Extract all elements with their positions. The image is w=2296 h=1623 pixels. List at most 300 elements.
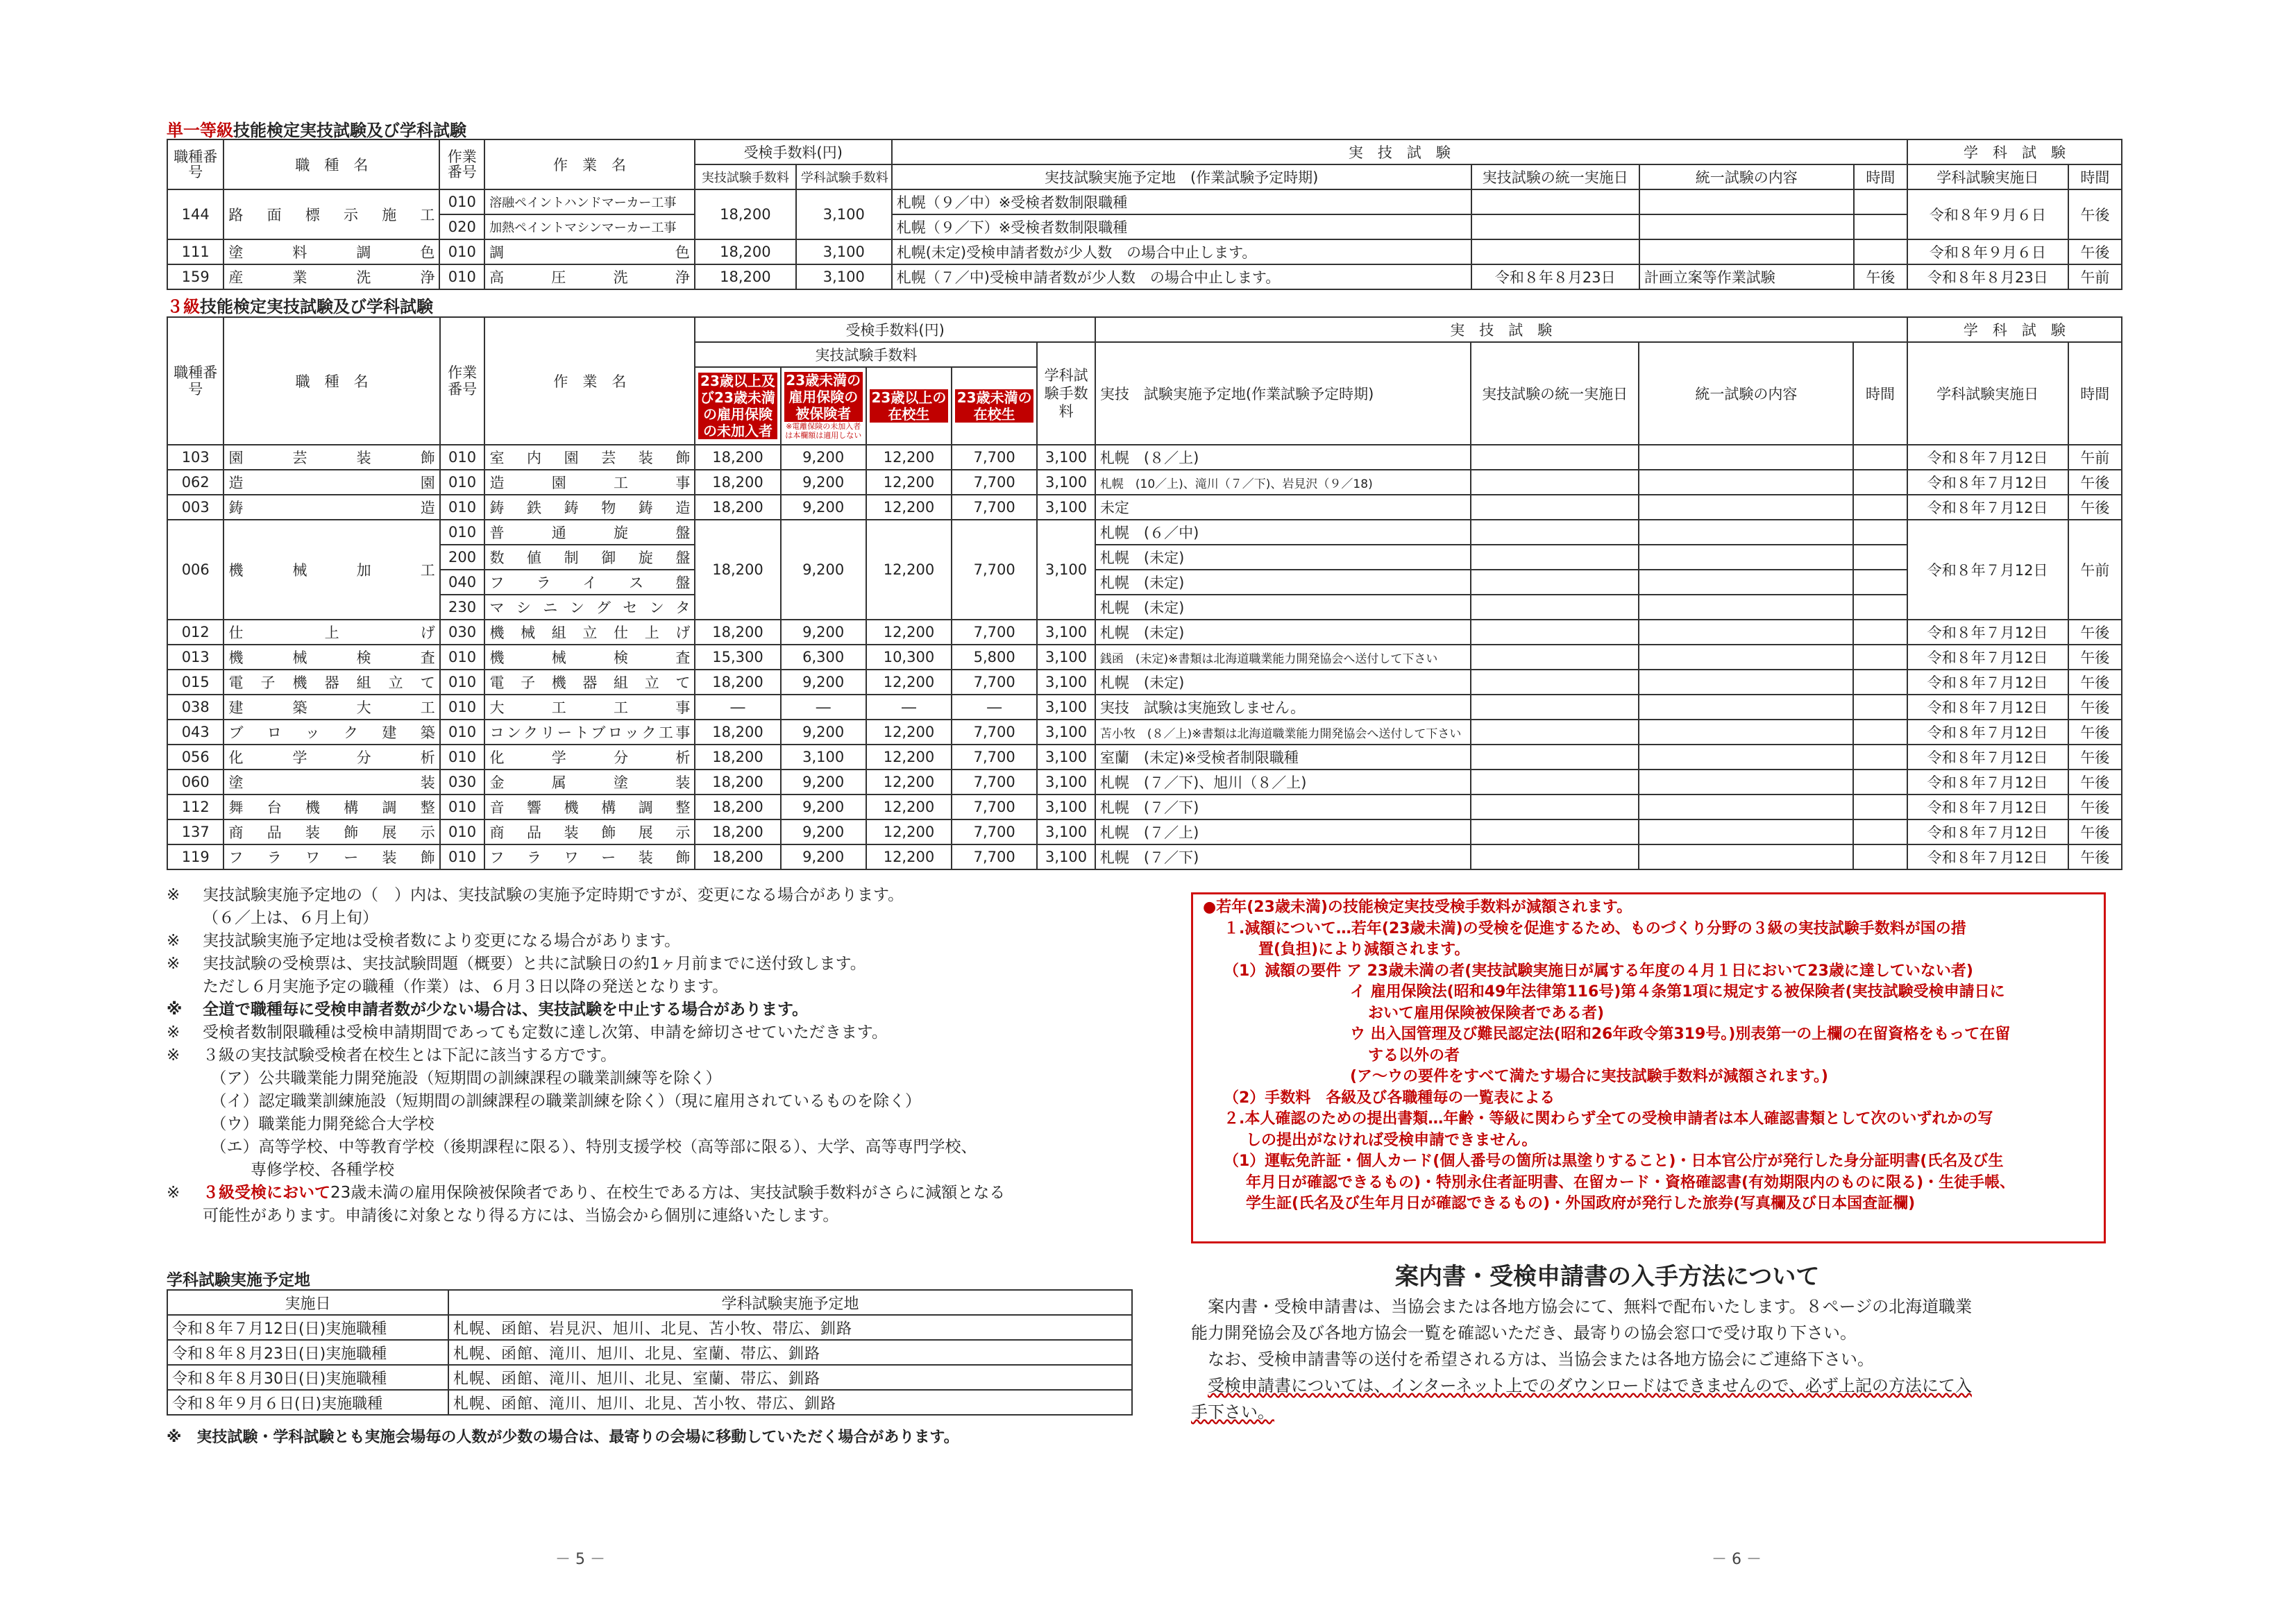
- cell-wdate: 令和８年９月６日: [1907, 239, 2068, 264]
- cell-content: [1639, 695, 1853, 720]
- cell-wk: 040: [440, 570, 485, 595]
- cell-code: 137: [167, 819, 223, 844]
- grade3-table-body: [167, 445, 2122, 869]
- cell-content: [1639, 239, 1854, 264]
- cell-wtime: 午後: [2068, 844, 2122, 869]
- cell-code: 060: [167, 770, 223, 794]
- cell-place: 札幌 (10／上)、滝川（７／下)、岩見沢（９／18): [1095, 470, 1471, 495]
- cell-place: 札幌 (未定): [1095, 595, 1471, 620]
- cell-wdate: 令和８年７月12日: [1907, 794, 2068, 819]
- cell-place: 札幌 (未定): [1095, 545, 1471, 570]
- cell-place: 未定: [1095, 495, 1471, 520]
- cell-wdate: 令和８年７月12日: [1907, 695, 2068, 720]
- note-item: [167, 1136, 1138, 1159]
- cell-fee-d: 7,700: [952, 520, 1037, 620]
- fee-a-label: 23歳以上及び23歳未満の雇用保険の未加入者: [698, 373, 777, 439]
- box-line: ２.本人確認のための提出書類…年齢・等級に関わらず全ての受検申請者は本人確認書類として次のいずれかの写: [1224, 1110, 1993, 1128]
- cell-wk: 020: [439, 214, 484, 239]
- youth-fee-reduction-box: [1191, 892, 2106, 1243]
- cell-code: 013: [167, 645, 223, 670]
- cell-place: 札幌 (６／中): [1095, 520, 1471, 545]
- cell-unified: [1471, 545, 1639, 570]
- guide-line: 案内書・受検申請書は、当協会または各地方協会にて、無料で配布いたします。８ページの北海道職業: [1208, 1297, 1973, 1316]
- note-text: （イ）認定職業訓練施設（短期間の訓練課程の職業訓練を除く）（現に雇用されているものを除く）: [203, 1092, 921, 1110]
- cell-time: [1853, 595, 1907, 620]
- table-row: [167, 645, 2122, 670]
- cell-fee-c: 12,200: [866, 495, 952, 520]
- cell-fee-a: 18,200: [695, 495, 780, 520]
- note-text: 実技試験の受検票は、実技試験問題（概要）と共に試験日の約1ヶ月前までに送付致します。: [203, 955, 866, 973]
- cell-code: 043: [167, 720, 223, 745]
- cell-wdate: 令和８年７月12日: [1907, 445, 2068, 470]
- cell-fee-a: ―: [695, 695, 780, 720]
- table-row: [167, 264, 2122, 289]
- cell-unified: [1471, 670, 1639, 695]
- cell-code: 056: [167, 745, 223, 770]
- cell-job: 路面標示施工: [223, 189, 439, 239]
- cell-code: 111: [167, 239, 223, 264]
- cell-place: 札幌 (未定): [1095, 670, 1471, 695]
- th-wk: 作業番号: [440, 317, 485, 445]
- cell-fee-a: 18,200: [695, 745, 780, 770]
- cell-work: マシニングセンタ: [484, 595, 695, 620]
- cell-wtime: 午前: [2068, 445, 2122, 470]
- section-title-red: ３級: [167, 297, 200, 316]
- cell-content: 計画立案等作業試験: [1639, 264, 1854, 289]
- cell-place: 苫小牧 (８／上)※書類は北海道職業能力開発協会へ送付して下さい: [1095, 720, 1471, 745]
- note-item: [167, 1159, 1138, 1182]
- table-row: [167, 770, 2122, 794]
- cell-wtime: 午後: [2068, 695, 2122, 720]
- schedule-table: [167, 1289, 1133, 1416]
- cell-place: 札幌 (７／下): [1095, 794, 1471, 819]
- cell-job: フラワー装飾: [223, 844, 439, 869]
- box-line: （1）減額の要件 ア 23歳未満の者(実技試験実施日が属する年度の４月１日において23歳に達していない者): [1224, 962, 1973, 980]
- note-text: 受検者数制限職種は受検申請期間であっても定数に達し次第、申請を締切させていただきます。: [203, 1023, 888, 1042]
- table-row: [167, 470, 2122, 495]
- cell-code: 003: [167, 495, 223, 520]
- cell-work: 調色: [484, 239, 695, 264]
- guide-line: 手下さい。: [1191, 1402, 1274, 1422]
- note-text: （６／上は、６月上旬）: [203, 909, 378, 927]
- guide-line: なお、受検申請書等の送付を希望される方は、当協会または各地方協会にご連絡下さい。: [1208, 1350, 1874, 1369]
- note-mark: ※: [167, 1001, 183, 1019]
- note-item: [167, 1113, 1138, 1136]
- cell-fee-prac: 18,200: [695, 239, 796, 264]
- cell-work: 大工工事: [484, 695, 695, 720]
- cell-time: [1853, 844, 1907, 869]
- cell-wdate: 令和８年７月12日: [1907, 819, 2068, 844]
- table-row: [167, 670, 2122, 695]
- cell-unified: [1471, 214, 1639, 239]
- th-fee-written: 学科試験手数料: [796, 164, 892, 189]
- single-grade-table: [167, 139, 2122, 290]
- cell-fee-c: 12,200: [866, 844, 952, 869]
- cell-fee-b: 9,200: [781, 470, 866, 495]
- page-number-right: － 6 －: [1712, 1551, 1762, 1568]
- th-wdate: 学科試験実施日: [1907, 342, 2068, 445]
- note-text: 専修学校、各種学校: [203, 1161, 394, 1179]
- note-text: 可能性があります。申請後に対象となり得る方には、当協会から個別に連絡いたします。: [203, 1207, 839, 1225]
- cell-fee-b: 9,200: [781, 620, 866, 645]
- th-fee-c: [866, 367, 952, 445]
- table-row: [167, 595, 2122, 620]
- section-title-rest: 技能検定実技試験及び学科試験: [233, 121, 466, 140]
- note-text: 23歳未満の雇用保険被保険者であり、在校生である方は、実技試験手数料がさらに減額となる: [330, 1184, 1006, 1202]
- th-code: 職種番号: [167, 139, 223, 189]
- box-line: 学生証(氏名及び生年月日が確認できるもの)・外国政府が発行した旅券(写真欄及び日本国査証欄): [1246, 1195, 1916, 1212]
- cell-fee-d: 7,700: [952, 745, 1037, 770]
- cell-job: 仕上げ: [223, 620, 439, 645]
- th-fee-b: [781, 367, 866, 445]
- cell-content: [1639, 545, 1853, 570]
- cell-fee-b: 9,200: [781, 819, 866, 844]
- note-item: [167, 1090, 1138, 1113]
- th-work: 作 業 名: [484, 317, 695, 445]
- th-code: 職種番号: [167, 317, 223, 445]
- cell-time: [1853, 794, 1907, 819]
- cell-fee-fw: 3,100: [1037, 620, 1095, 645]
- box-line: （2）手数料 各級及び各職種毎の一覧表による: [1224, 1089, 1555, 1107]
- th-work: 作 業 名: [484, 139, 695, 189]
- cell-fee-fw: 3,100: [1037, 720, 1095, 745]
- cell-wk: 010: [440, 670, 485, 695]
- cell-work: 室内園芸装飾: [484, 445, 695, 470]
- cell-unified: [1471, 445, 1639, 470]
- cell-work: 商品装飾展示: [484, 819, 695, 844]
- cell-fee-d: ―: [952, 695, 1037, 720]
- cell-code: 038: [167, 695, 223, 720]
- cell-wtime: 午後: [2068, 239, 2122, 264]
- cell-unified: [1471, 720, 1639, 745]
- box-line: する以外の者: [1368, 1046, 1460, 1064]
- cell-content: [1639, 214, 1854, 239]
- box-line: イ 雇用保険法(昭和49年法律第116号)第４条第1項に規定する被保険者(実技試験受検申請日に: [1350, 983, 2005, 1001]
- box-line: 年月日が確認できるもの)・特別永住者証明書、在留カード・資格確認書(有効期限内のものに限る)・生徒手帳、: [1246, 1173, 2016, 1191]
- cell-wtime: 午後: [2068, 770, 2122, 794]
- cell-time: [1853, 819, 1907, 844]
- cell-sched-date: 令和８年９月６日(日)実施職種: [167, 1390, 448, 1415]
- cell-wtime: 午後: [2068, 794, 2122, 819]
- cell-wtime: 午前: [2068, 520, 2122, 620]
- cell-time: [1853, 695, 1907, 720]
- th-fee-a: [695, 367, 780, 445]
- table-row: [167, 695, 2122, 720]
- cell-job: 産業洗浄: [223, 264, 439, 289]
- cell-fee-a: 18,200: [695, 844, 780, 869]
- cell-place: 札幌 (未定): [1095, 620, 1471, 645]
- cell-fee-c: 12,200: [866, 819, 952, 844]
- cell-fee-fw: 3,100: [1037, 670, 1095, 695]
- cell-job: 塗料調色: [223, 239, 439, 264]
- cell-unified: [1471, 770, 1639, 794]
- cell-fee-c: 12,200: [866, 620, 952, 645]
- cell-wdate: 令和８年７月12日: [1907, 745, 2068, 770]
- table-row: [167, 819, 2122, 844]
- cell-work: フライス盤: [484, 570, 695, 595]
- cell-fee-d: 7,700: [952, 720, 1037, 745]
- cell-fee-c: 12,200: [866, 794, 952, 819]
- cell-wtime: 午後: [2068, 495, 2122, 520]
- cell-fee-a: 18,200: [695, 620, 780, 645]
- cell-sched-place: 札幌、函館、滝川、旭川、北見、室蘭、帯広、釧路: [448, 1340, 1132, 1365]
- cell-fee-written: 3,100: [796, 189, 892, 239]
- cell-wk: 010: [440, 470, 485, 495]
- box-line: (ア〜ウの要件をすべて満たす場合に実技試験手数料が減額されます。): [1350, 1068, 1828, 1085]
- cell-wk: 010: [440, 794, 485, 819]
- cell-wtime: 午後: [2068, 645, 2122, 670]
- cell-time: [1853, 645, 1907, 670]
- cell-fee-fw: 3,100: [1037, 520, 1095, 620]
- cell-place: 札幌（９／下）※受検者数制限職種: [892, 214, 1471, 239]
- cell-code: 006: [167, 520, 223, 620]
- cell-job: 機械検査: [223, 645, 439, 670]
- page-number-left: － 5 －: [555, 1551, 605, 1568]
- cell-fee-d: 7,700: [952, 844, 1037, 869]
- cell-fee-d: 7,700: [952, 819, 1037, 844]
- cell-place: 室蘭 (未定)※受検者制限職種: [1095, 745, 1471, 770]
- cell-content: [1639, 595, 1853, 620]
- cell-fee-d: 7,700: [952, 670, 1037, 695]
- section-title-red: 単一等級: [167, 121, 233, 140]
- cell-wdate: 令和８年７月12日: [1907, 670, 2068, 695]
- cell-fee-c: 12,200: [866, 745, 952, 770]
- cell-wtime: 午後: [2068, 670, 2122, 695]
- cell-fee-a: 18,200: [695, 670, 780, 695]
- cell-work: 音響機構調整: [484, 794, 695, 819]
- cell-job: 電子機器組立て: [223, 670, 439, 695]
- th-time: 時間: [1853, 342, 1907, 445]
- cell-content: [1639, 620, 1853, 645]
- cell-work: 電子機器組立て: [484, 670, 695, 695]
- schedule-title: 学科試験実施予定地: [167, 1271, 310, 1289]
- cell-fee-written: 3,100: [796, 239, 892, 264]
- section-title-rest: 技能検定実技試験及び学科試験: [200, 297, 433, 316]
- cell-job: 化学分析: [223, 745, 439, 770]
- table-row: [167, 1340, 1132, 1365]
- th-unified: 実技試験の統一実施日: [1471, 164, 1639, 189]
- box-line: １.減額について…若年(23歳未満)の受検を促進するため、ものづくり分野の３級の実技試験手数料が国の措: [1224, 919, 1966, 937]
- note-item: [167, 953, 1138, 976]
- fee-b-label: 23歳未満の雇用保険の被保険者: [784, 372, 863, 422]
- cell-wdate: 令和８年７月12日: [1907, 620, 2068, 645]
- cell-fee-fw: 3,100: [1037, 745, 1095, 770]
- cell-time: 午後: [1854, 264, 1907, 289]
- th-written: 学 科 試 験: [1907, 317, 2122, 342]
- note-item: [167, 907, 1138, 930]
- cell-work: 高圧洗浄: [484, 264, 695, 289]
- cell-time: [1853, 520, 1907, 545]
- cell-job: 造園: [223, 470, 439, 495]
- note-item: [167, 999, 1138, 1021]
- note-text: （エ）高等学校、中等教育学校（後期課程に限る）、特別支援学校（高等部に限る）、大学、高等専門学校、: [203, 1138, 977, 1156]
- table-row: [167, 1390, 1132, 1415]
- cell-fee-d: 7,700: [952, 445, 1037, 470]
- cell-fee-d: 5,800: [952, 645, 1037, 670]
- cell-fee-fw: 3,100: [1037, 645, 1095, 670]
- cell-job: 塗装: [223, 770, 439, 794]
- cell-wdate: 令和８年７月12日: [1907, 770, 2068, 794]
- cell-fee-fw: 3,100: [1037, 470, 1095, 495]
- cell-unified: [1471, 745, 1639, 770]
- cell-unified: [1471, 819, 1639, 844]
- cell-wdate: 令和８年７月12日: [1907, 720, 2068, 745]
- th-wtime: 時間: [2068, 164, 2122, 189]
- cell-code: 012: [167, 620, 223, 645]
- cell-content: [1639, 470, 1853, 495]
- cell-fee-c: 12,200: [866, 670, 952, 695]
- th-place: 実技試験実施予定地 (作業試験予定時期): [892, 164, 1471, 189]
- cell-wtime: 午前: [2068, 264, 2122, 289]
- table-row: [167, 620, 2122, 645]
- cell-time: [1853, 745, 1907, 770]
- th-content: 統一試験の内容: [1639, 342, 1853, 445]
- cell-fee-c: 12,200: [866, 445, 952, 470]
- cell-sched-date: 令和８年８月30日(日)実施職種: [167, 1365, 448, 1390]
- cell-unified: [1471, 645, 1639, 670]
- cell-time: [1853, 570, 1907, 595]
- cell-wk: 010: [439, 264, 484, 289]
- th-job: 職 種 名: [223, 317, 439, 445]
- cell-fee-d: 7,700: [952, 620, 1037, 645]
- cell-work: 金属塗装: [484, 770, 695, 794]
- cell-place: 札幌 (７／下): [1095, 844, 1471, 869]
- cell-fee-c: 12,200: [866, 720, 952, 745]
- cell-wk: 010: [440, 819, 485, 844]
- box-line: しの提出がなければ受検申請できません。: [1246, 1131, 1537, 1149]
- table-row: [167, 445, 2122, 470]
- cell-wk: 010: [440, 745, 485, 770]
- cell-job: ブロック建築: [223, 720, 439, 745]
- box-line: （1）運転免許証・個人カード(個人番号の箇所は黒塗りすること)・日本官公庁が発行した身分証明書(氏名及び生: [1224, 1153, 2004, 1170]
- cell-fee-a: 18,200: [695, 445, 780, 470]
- cell-wdate: 令和８年７月12日: [1907, 470, 2068, 495]
- th-prac: 実 技 試 験: [892, 139, 1907, 164]
- cell-work: 普通旋盤: [484, 520, 695, 545]
- cell-fee-fw: 3,100: [1037, 445, 1095, 470]
- cell-fee-b: 9,200: [781, 670, 866, 695]
- cell-place: 実技 試験は実施致しません。: [1095, 695, 1471, 720]
- note-item: [167, 1021, 1138, 1044]
- cell-work: フラワー装飾: [484, 844, 695, 869]
- th-fee: 受検手数料(円): [695, 317, 1095, 342]
- cell-content: [1639, 745, 1853, 770]
- cell-fee-prac: 18,200: [695, 264, 796, 289]
- cell-unified: [1471, 495, 1639, 520]
- cell-content: [1639, 445, 1853, 470]
- th-wdate: 学科試験実施日: [1907, 164, 2068, 189]
- cell-place: 札幌（９／中）※受検者数制限職種: [892, 189, 1471, 214]
- cell-fee-b: 9,200: [781, 770, 866, 794]
- cell-work: 化学分析: [484, 745, 695, 770]
- cell-wk: 030: [440, 620, 485, 645]
- cell-wdate: 令和８年７月12日: [1907, 645, 2068, 670]
- cell-content: [1639, 819, 1853, 844]
- fee-c-label: 23歳以上の在校生: [870, 389, 948, 423]
- cell-code: 062: [167, 470, 223, 495]
- cell-fee-b: 3,100: [781, 745, 866, 770]
- cell-job: 建築大工: [223, 695, 439, 720]
- cell-fee-c: 12,200: [866, 520, 952, 620]
- cell-wk: 010: [440, 520, 485, 545]
- cell-fee-written: 3,100: [796, 264, 892, 289]
- note-item: [167, 1067, 1138, 1090]
- guide-body: [1191, 1293, 2107, 1425]
- cell-content: [1639, 844, 1853, 869]
- cell-wdate: 令和８年８月23日: [1907, 264, 2068, 289]
- cell-work: 溶融ペイントハンドマーカー工事: [484, 189, 695, 214]
- cell-fee-b: 9,200: [781, 520, 866, 620]
- fee-d-label: 23歳未満の在校生: [955, 389, 1033, 423]
- cell-wdate: 令和８年７月12日: [1907, 495, 2068, 520]
- cell-code: 119: [167, 844, 223, 869]
- table-row: [167, 844, 2122, 869]
- th-fee-written: 学科試験手数料: [1037, 342, 1095, 445]
- cell-fee-fw: 3,100: [1037, 794, 1095, 819]
- cell-unified: [1471, 844, 1639, 869]
- cell-code: 015: [167, 670, 223, 695]
- th-time: 時間: [1854, 164, 1907, 189]
- table-row: [167, 1365, 1132, 1390]
- cell-place: 札幌 (８／上): [1095, 445, 1471, 470]
- cell-content: [1639, 794, 1853, 819]
- cell-content: [1639, 495, 1853, 520]
- cell-wtime: 午後: [2068, 189, 2122, 239]
- cell-wk: 010: [440, 844, 485, 869]
- cell-place: 札幌(未定)受検申請者数が少人数 の場合中止します。: [892, 239, 1471, 264]
- cell-fee-c: 12,200: [866, 470, 952, 495]
- cell-fee-d: 7,700: [952, 470, 1037, 495]
- table-row: [167, 570, 2122, 595]
- cell-time: [1853, 720, 1907, 745]
- cell-job: 舞台機構調整: [223, 794, 439, 819]
- cell-fee-fw: 3,100: [1037, 770, 1095, 794]
- cell-fee-c: ―: [866, 695, 952, 720]
- cell-work: 機械検査: [484, 645, 695, 670]
- cell-content: [1639, 570, 1853, 595]
- th-fee-prac: 実技試験手数料: [695, 164, 796, 189]
- cell-job: 園芸装飾: [223, 445, 439, 470]
- table-row: [167, 545, 2122, 570]
- cell-wdate: 令和８年７月12日: [1907, 520, 2068, 620]
- cell-unified: [1471, 794, 1639, 819]
- cell-work: 加熱ペイントマシンマーカー工事: [484, 214, 695, 239]
- guide-title: 案内書・受検申請書の入手方法について: [1395, 1263, 1820, 1291]
- grade3-table: [167, 316, 2122, 870]
- cell-wdate: 令和８年９月６日: [1907, 189, 2068, 239]
- note-mark: ※: [167, 1184, 180, 1202]
- table-row: [167, 239, 2122, 264]
- cell-sched-place: 札幌、函館、滝川、旭川、北見、苫小牧、帯広、釧路: [448, 1390, 1132, 1415]
- th-content: 統一試験の内容: [1639, 164, 1854, 189]
- note-text: ただし６月実施予定の職種（作業）は、６月３日以降の発送となります。: [203, 978, 729, 996]
- note-text: ３級の実技試験受検者在校生とは下記に該当する方です。: [203, 1046, 617, 1064]
- cell-sched-date: 令和８年７月12日(日)実施職種: [167, 1315, 448, 1340]
- cell-code: 144: [167, 189, 223, 239]
- cell-unified: [1471, 520, 1639, 545]
- cell-place: 札幌 (７／上): [1095, 819, 1471, 844]
- cell-wk: 010: [440, 645, 485, 670]
- cell-fee-b: 9,200: [781, 844, 866, 869]
- cell-job: 商品装飾展示: [223, 819, 439, 844]
- note-red: ３級受検において: [203, 1184, 330, 1202]
- cell-wdate: 令和８年７月12日: [1907, 844, 2068, 869]
- cell-wtime: 午後: [2068, 819, 2122, 844]
- box-line: おいて雇用保険被保険者である者): [1368, 1004, 1605, 1022]
- notes-list: [167, 884, 1138, 1182]
- cell-wtime: 午後: [2068, 620, 2122, 645]
- cell-fee-a: 18,200: [695, 794, 780, 819]
